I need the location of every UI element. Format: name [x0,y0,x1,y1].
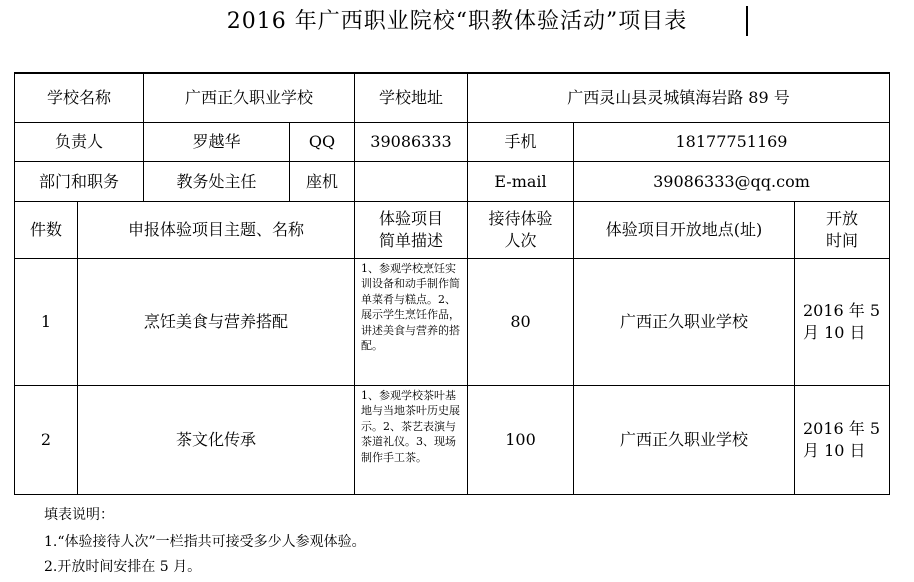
row-place: 广西正久职业学校 [619,312,748,332]
row-number: 1 [40,312,52,332]
notes-item: 1.“体验接待人次”一栏指共可接受多少人参观体验。 [44,534,366,550]
document-title: 2016 年广西职业院校“职教体验活动”项目表 [226,9,688,34]
qq-label: QQ [308,132,336,152]
school-name-value: 广西正久职业学校 [184,88,313,108]
header-count: 件数 [29,220,62,240]
row-visits: 80 [510,312,531,332]
landline-label: 座机 [305,171,338,191]
notes-item: 2.开放时间安排在 5 月。 [44,559,202,575]
person-value: 罗越华 [192,132,241,152]
row-description: 1、参观学校茶叶基地与当地茶叶历史展示。2、茶艺表演与茶道礼仪。3、现场制作手工茶。 [361,389,460,464]
header-desc: 体验项目简单描述 [378,209,443,250]
address-label: 学校地址 [378,88,443,108]
row-description: 1、参观学校烹饪实训设备和动手制作简单菜肴与糕点。2、展示学生烹饪作品，讲述美食与营养的搭配。 [361,262,460,352]
row-theme: 烹饪美食与营养搭配 [143,312,288,332]
address-value: 广西灵山县灵城镇海岩路 89 号 [567,88,790,108]
dept-label: 部门和职务 [38,171,119,191]
header-time: 开放时间 [825,209,858,250]
row-theme: 茶文化传承 [175,430,256,450]
row-visits: 100 [505,430,536,450]
notes-heading: 填表说明： [44,507,114,523]
school-name-label: 学校名称 [46,88,111,108]
person-label: 负责人 [54,132,103,152]
mobile-value: 18177751169 [675,132,788,152]
landline-value [355,162,467,201]
email-value: 39086333@qq.com [653,171,810,191]
email-label: E-mail [494,171,547,191]
row-time: 2016 年 5 月 10 日 [803,301,881,342]
header-place: 体验项目开放地点(址) [605,220,763,240]
header-visits: 接待体验人次 [488,209,553,250]
qq-value: 39086333 [370,132,452,152]
mobile-label: 手机 [504,132,537,152]
row-place: 广西正久职业学校 [619,430,748,450]
header-theme: 申报体验项目主题、名称 [127,220,304,240]
row-time: 2016 年 5 月 10 日 [803,419,881,460]
text-cursor [746,6,748,36]
dept-value: 教务处主任 [176,171,257,191]
row-number: 2 [40,430,52,450]
